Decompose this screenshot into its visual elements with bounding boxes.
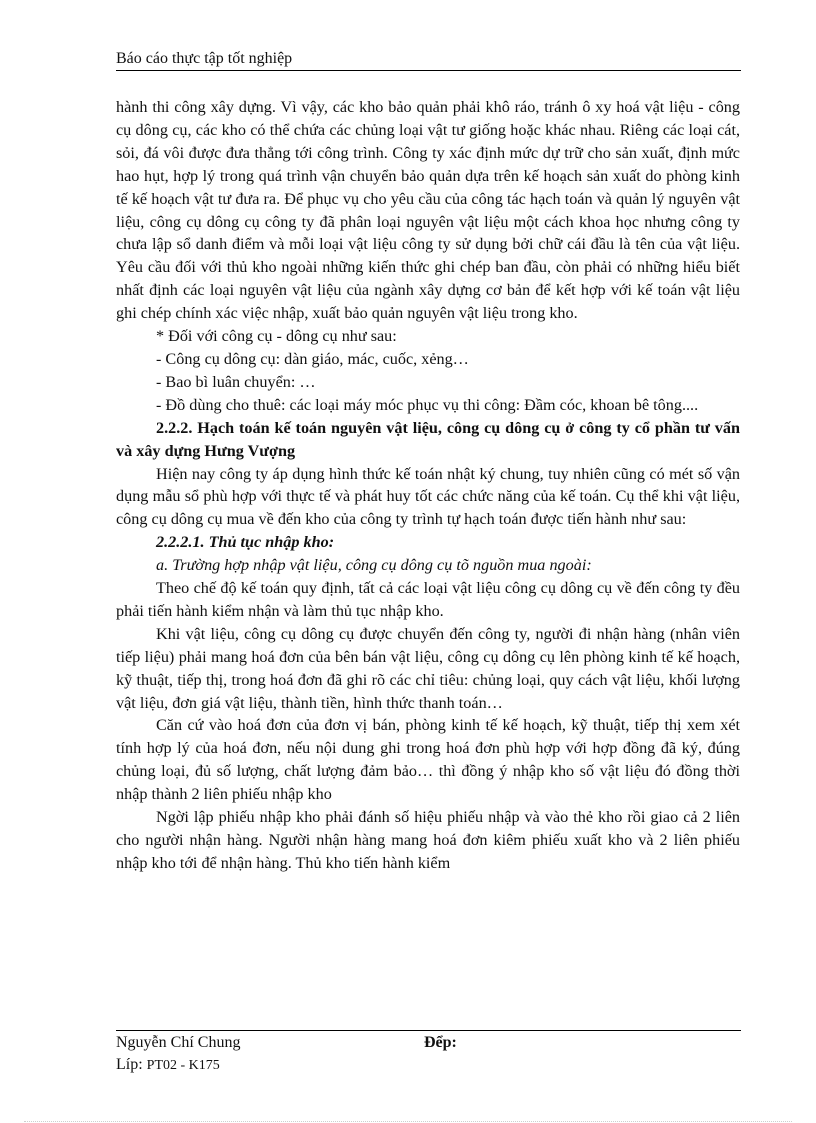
subsection-heading-2-2-2-1: 2.2.2.1. Thủ tục nhập kho:: [156, 533, 335, 552]
paragraph-tools-intro: * Đối với công cụ - dông cụ như sau:: [156, 327, 397, 346]
footer-author: Nguyễn Chí Chung: [116, 1034, 241, 1051]
footer-class-label: Líp:: [116, 1056, 143, 1073]
document-body: [116, 96, 740, 875]
paragraph-delivery: Khi vật liệu, công cụ dông cụ được chuyển đến công ty, người đi nhận hàng (nhân viên tiếp liệu) phải mang hoá đơn của bên bán vật liệu, công cụ dông cụ lên phòng kinh tế kế hoạch, kỹ thuật, tiếp thị, trong hoá đơn đã ghi rõ các chỉ tiêu: chủng loại, quy cách vật liệu, khối lượng vật liệu, đơn giá vật liệu, thành tiền, hình thức thanh toán…: [116, 624, 740, 712]
page-header-title: Báo cáo thực tập tốt nghiệp: [116, 50, 293, 67]
section-heading-2-2-2: 2.2.2. Hạch toán kế toán nguyên vật liệu, công cụ dông cụ ở công ty cổ phần tư vấn và xây dựng Hưng Vượng: [116, 418, 740, 460]
header-divider: [116, 70, 741, 71]
list-item-rental: - Đồ dùng cho thuê: các loại máy móc phục vụ thi công: Đầm cóc, khoan bê tông....: [156, 395, 699, 414]
list-item-packaging: - Bao bì luân chuyển: …: [156, 372, 316, 391]
paragraph-storage: hành thi công xây dựng. Vì vậy, các kho bảo quản phải khô ráo, tránh ô xy hoá vật liệu - công cụ dông cụ, các kho có thể chứa các chủng loại vật tư giống hoặc khác nhau. Riêng các loại cát, sỏi, đá vôi được đưa thẳng tới công trình. Công ty xác định mức dự trữ cho sản xuất, định mức hao hụt, hợp lý trong quá trình vận chuyển bảo quản dựa trên kế hoạch sản xuất do phòng kinh tế kế hoạch vật tư đưa ra. Để phục vụ cho yêu cầu của công tác hạch toán và quản lý nguyên vật liệu, công cụ dông cụ công ty đã phân loại nguyên vật liệu một cách khoa học nhưng công ty chưa lập sổ danh điểm và mỗi loại vật liệu công ty sử dụng bởi chữ cái đầu là tên của vật liệu. Yêu cầu đối với thủ kho ngoài những kiến thức ghi chép ban đầu, còn phải có những hiểu biết nhất định các loại nguyên vật liệu của ngành xây dựng cơ bản để kết hợp với kế toán vật liệu ghi chép chính xác việc nhập, xuất bảo quản nguyên vật liệu trong kho.: [116, 98, 740, 323]
paragraph-regulation: Theo chế độ kế toán quy định, tất cả các loại vật liệu công cụ dông cụ về đến công ty đều phải tiến hành kiểm nhận và làm thủ tục nhập kho.: [116, 579, 740, 620]
page-bottom-dotted-line: [24, 1121, 792, 1122]
subheading-purchase-case: a. Trường hợp nhập vật liệu, công cụ dông cụ tõ nguồn mua ngoài:: [156, 556, 592, 575]
footer-class: [116, 1056, 220, 1074]
footer-class-value: PT02 - K175: [146, 1058, 220, 1073]
paragraph-accounting-form: Hiện nay công ty áp dụng hình thức kế toán nhật ký chung, tuy nhiên cũng có mét số vận dụng mẫu sổ phù hợp với thực tế và phát huy tốt các chức năng của kế toán. Cụ thể khi vật liệu, công cụ dông cụ mua về đến kho của công ty trình tự hạch toán được tiến hành như sau:: [116, 464, 740, 529]
footer-divider: [116, 1030, 741, 1031]
paragraph-receipt: Ngời lập phiếu nhập kho phải đánh số hiệu phiếu nhập và vào thẻ kho rồi giao cả 2 liên cho người nhận hàng. Người nhận hàng mang hoá đơn kiêm phiếu xuất kho và 2 liên phiếu nhập kho tới để nhận hàng. Thủ kho tiến hành kiểm: [116, 808, 740, 872]
footer-grade-label: Đểp:: [424, 1034, 457, 1051]
list-item-tools: - Công cụ dông cụ: dàn giáo, mác, cuốc, xẻng…: [156, 349, 469, 368]
paragraph-invoice-check: Căn cứ vào hoá đơn của đơn vị bán, phòng kinh tế kế hoạch, kỹ thuật, tiếp thị xem xét tính hợp lý của hoá đơn, nếu nội dung ghi trong hoá đơn phù hợp với hợp đồng đã ký, đúng chủng loại, đủ số lượng, chất lượng đảm bảo… thì đồng ý nhập kho số vật liệu đó đồng thời nhập thành 2 liên phiếu nhập kho: [116, 716, 740, 804]
